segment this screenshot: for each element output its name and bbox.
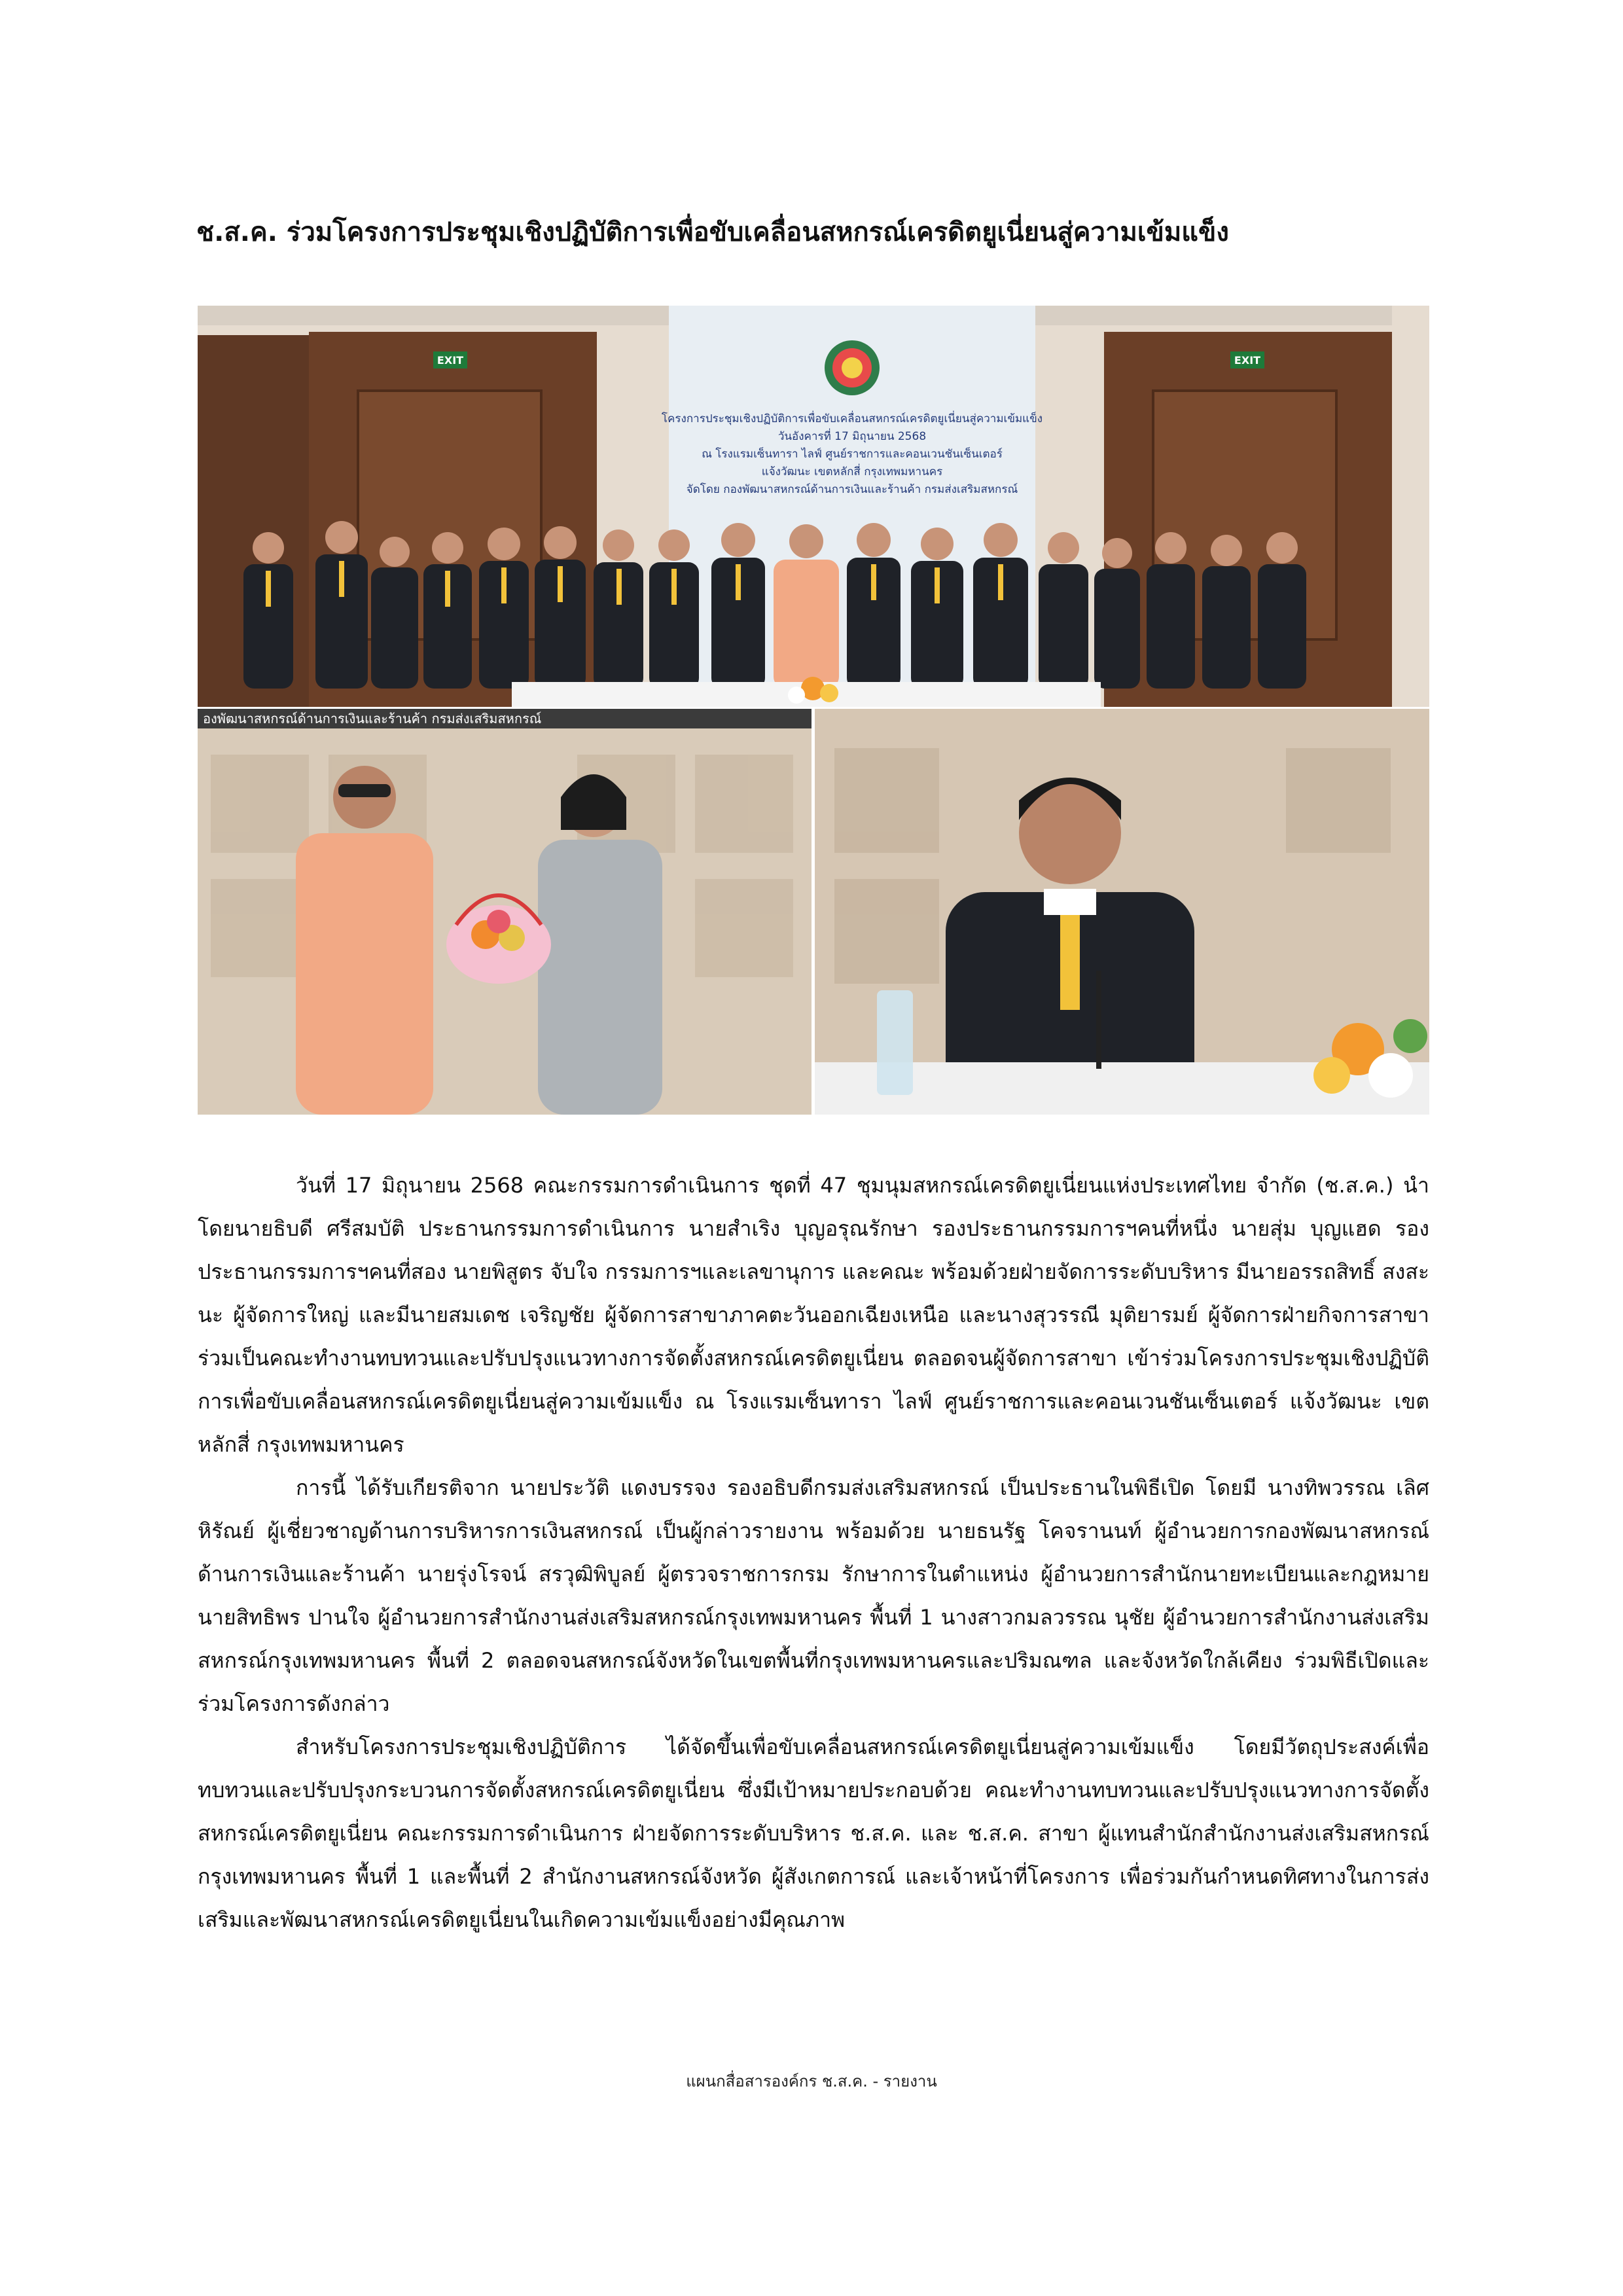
microphone xyxy=(1096,971,1101,1069)
banner-line-5: จัดโดย กองพัฒนาสหกรณ์ด้านการเงินและร้านค้า กรมส่งเสริมสหกรณ์ xyxy=(686,483,1018,496)
left-exit-sign xyxy=(433,351,467,368)
right-exit-sign xyxy=(1230,351,1264,368)
paragraph-1: วันที่ 17 มิถุนายน 2568 คณะกรรมการดำเนินการ ชุดที่ 47 ชุมนุมสหกรณ์เครดิตยูเนี่ยนแห่งประเทศไทย จำกัด (ช.ส.ค.) นำโดยนายธิบดี ศรีสมบัติ ประธานกรรมการดำเนินการ นายสำเริง บุญอรุณรักษา รองประธานกรรมการฯคนที่หนึ่ง นายสุ่ม บุญแฮด รองประธานกรรมการฯคนที่สอง นายพิสูตร จับใจ กรรมการฯและเลขานุการ และคณะ พร้อมด้วยฝ่ายจัดการระดับบริหาร มีนายอรรถสิทธิ์ สงสะนะ ผู้จัดการใหญ่ และมีนายสมเดช เจริญชัย ผู้จัดการสาขาภาคตะวันออกเฉียงเหนือ และนางสุวรรณี มุติยารมย์ ผู้จัดการฝ่ายกิจการสาขา ร่วมเป็นคณะทำงานทบทวนและปรับปรุงแนวทางการจัดตั้งสหกรณ์เครดิตยูเนี่ยน ตลอดจนผู้จัดการสาขา เข้าร่วมโครงการประชุมเชิงปฏิบัติการเพื่อขับเคลื่อนสหกรณ์เครดิตยูเนี่ยนสู่ความเข้มแข็ง ณ โรงแรมเซ็นทารา ไลฟ์ ศูนย์ราชการและคอนเวนชันเซ็นเตอร์ แจ้งวัฒนะ เขตหลักสี่ กรุงเทพมหานคร xyxy=(198,1173,1430,1457)
gift-presentation-photo xyxy=(198,709,812,1115)
article-body xyxy=(198,1164,1429,1941)
banner-line-4: แจ้งวัฒนะ เขตหลักสี่ กรุงเทพมหานคร xyxy=(761,465,943,478)
paragraph-3: สำหรับโครงการประชุมเชิงปฏิบัติการ ได้จัดขึ้นเพื่อขับเคลื่อนสหกรณ์เครดิตยูเนี่ยนสู่ความเข้มแข็ง โดยมีวัตถุประสงค์เพื่อทบทวนและปรับปรุงกระบวนการจัดตั้งสหกรณ์เครดิตยูเนี่ยน ซึ่งมีเป้าหมายประกอบด้วย คณะทำงานทบทวนและปรับปรุงแนวทางการจัดตั้งสหกรณ์เครดิตยูเนี่ยน คณะกรรมการดำเนินการ ฝ่ายจัดการระดับบริหาร ช.ส.ค. และ ช.ส.ค. สาขา ผู้แทนสำนักสำนักงานส่งเสริมสหกรณ์กรุงเทพมหานคร พื้นที่ 1 และพื้นที่ 2 สำนักงานสหกรณ์จังหวัด ผู้สังเกตการณ์ และเจ้าหน้าที่โครงการ เพื่อร่วมกันกำหนดทิศทางในการส่งเสริมและพัฒนาสหกรณ์เครดิตยูเนี่ยนในเกิดความเข้มแข็งอย่างมีคุณภาพ xyxy=(198,1734,1429,1932)
banner-line-3: ณ โรงแรมเซ็นทารา ไลฟ์ ศูนย์ราชการและคอนเวนชันเซ็นเตอร์ xyxy=(702,448,1003,461)
banner-line-2: วันอังคารที่ 17 มิถุนายน 2568 xyxy=(777,430,927,443)
footer-credit: แผนกสื่อสารองค์กร ช.ส.ค. - รายงาน xyxy=(686,2072,937,2090)
water-bottle xyxy=(877,990,913,1095)
group-photo xyxy=(198,306,1429,707)
strip-text: องพัฒนาสหกรณ์ด้านการเงินและร้านค้า กรมส่งเสริมสหกรณ์ xyxy=(203,711,542,726)
banner-line-1: โครงการประชุมเชิงปฏิบัติการเพื่อขับเคลื่อนสหกรณ์เครดิตยูเนี่ยนสู่ความเข้มแข็ง xyxy=(661,412,1043,425)
article-title: ช.ส.ค. ร่วมโครงการประชุมเชิงปฏิบัติการเพื่อขับเคลื่อนสหกรณ์เครดิตยูเนี่ยนสู่ความเข้มแข็ง xyxy=(196,217,1229,247)
man-in-orange-shirt xyxy=(774,560,839,689)
paragraph-2: การนี้ ได้รับเกียรติจาก นายประวัติ แดงบรรจง รองอธิบดีกรมส่งเสริมสหกรณ์ เป็นประธานในพิธีเปิด โดยมี นางทิพวรรณ เลิศหิรัณย์ ผู้เชี่ยวชาญด้านการบริหารการเงินสหกรณ์ เป็นผู้กล่าวรายงาน พร้อมด้วย นายธนรัฐ โคจรานนท์ ผู้อำนวยการกองพัฒนาสหกรณ์ด้านการเงินและร้านค้า นายรุ่งโรจน์ สรวุฒิพิบูลย์ ผู้ตรวจราชการกรม รักษาการในตำแหน่ง ผู้อำนวยการสำนักนายทะเบียนและกฎหมาย นายสิทธิพร ปานใจ ผู้อำนวยการสำนักงานส่งเสริมสหกรณ์กรุงเทพมหานคร พื้นที่ 1 นางสาวกมลวรรณ นุชัย ผู้อำนวยการสำนักงานส่งเสริมสหกรณ์กรุงเทพมหานคร พื้นที่ 2 ตลอดจนสหกรณ์จังหวัดในเขตพื้นที่กรุงเทพมหานครและปริมณฑล และจังหวัดใกล้เคียง ร่วมพิธีเปิดและร่วมโครงการดังกล่าว xyxy=(198,1475,1429,1716)
left-exit-text: EXIT xyxy=(437,354,464,367)
right-exit-text: EXIT xyxy=(1234,354,1261,367)
speaker-photo xyxy=(815,709,1429,1115)
